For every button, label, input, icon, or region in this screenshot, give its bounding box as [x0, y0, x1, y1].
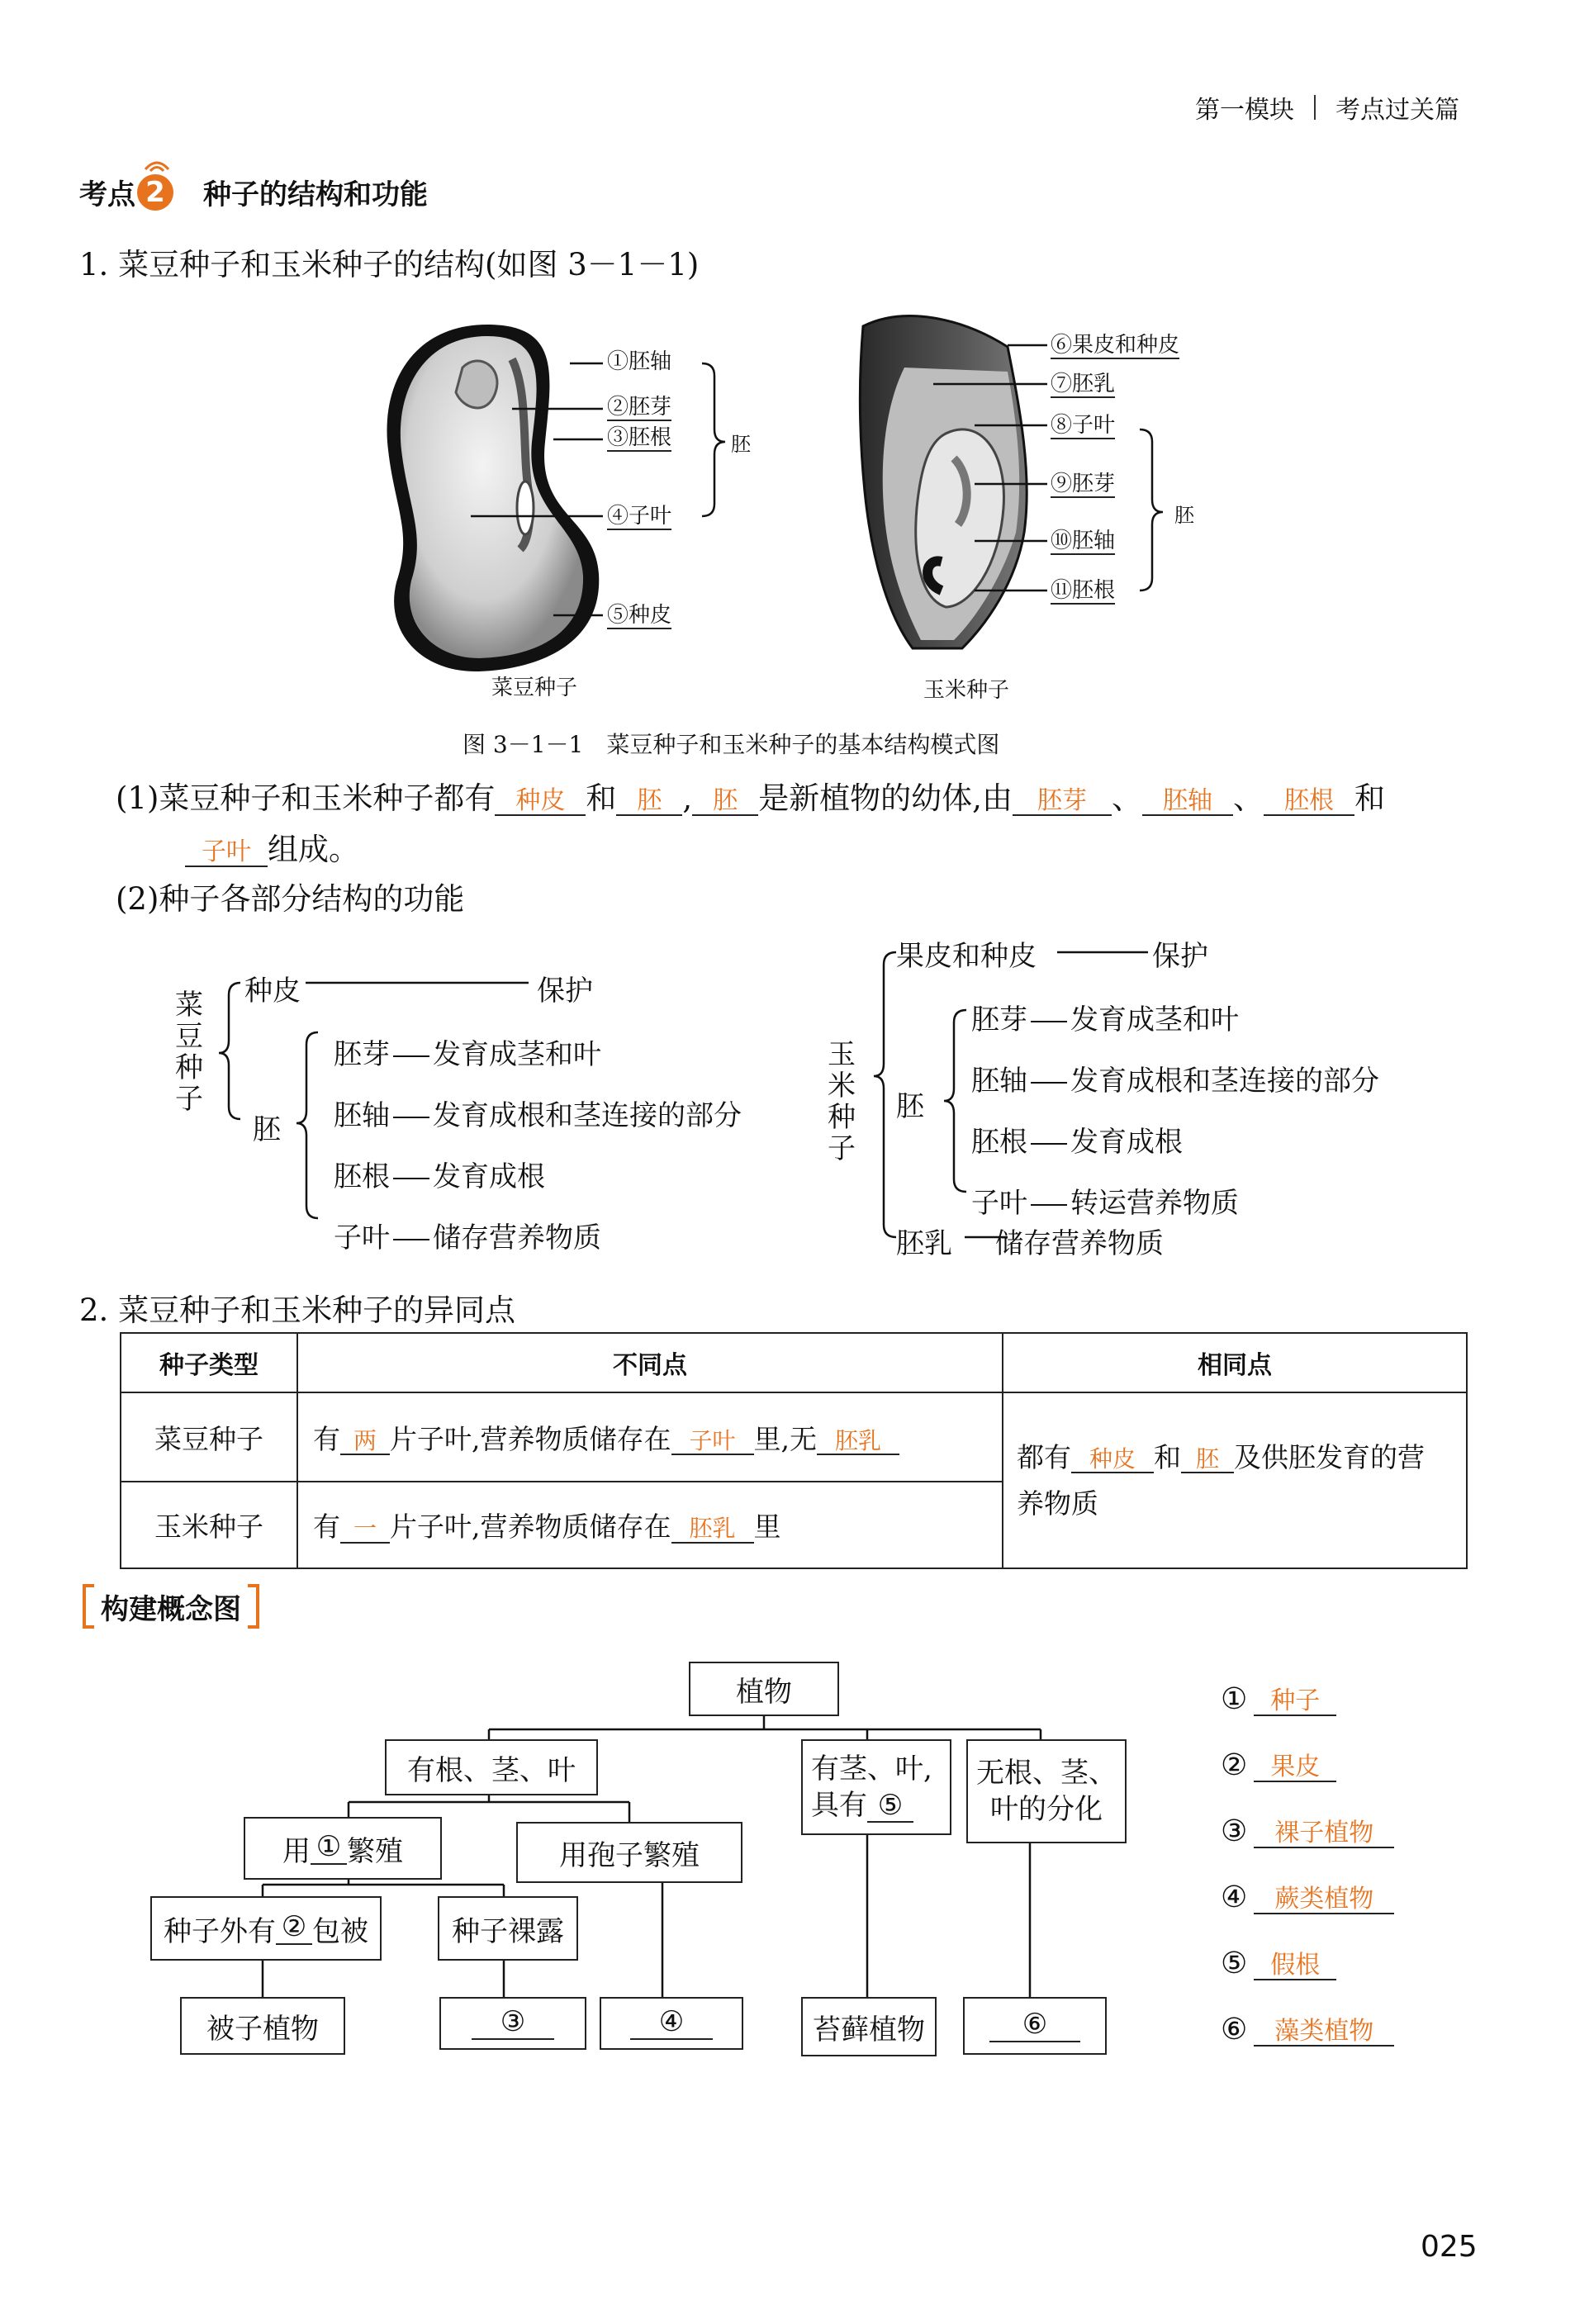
blank-embryo-2: 胚 [692, 787, 758, 816]
q1-paragraph-2-title: (2)种子各部分结构的功能 [116, 881, 465, 917]
concept-answers [1221, 1667, 1394, 2063]
bean-part-row: 胚芽 发育成茎和叶 [334, 1038, 601, 1071]
table-cell: 都有 种皮 和 胚 及供胚发育的营 养物质 [1003, 1392, 1467, 1568]
concept-plant: 植物 [689, 1662, 839, 1716]
bean-label-seedcoat: ⑤种皮 [607, 603, 672, 628]
q2-title: 2. 菜豆种子和玉米种子的异同点 [79, 1292, 516, 1328]
corn-label-cotyledon: ⑧子叶 [1051, 413, 1116, 438]
corn-func-coat-fn: 保护 [1152, 940, 1208, 973]
bean-part-row: 子叶 储存营养物质 [334, 1221, 601, 1254]
corn-label-plumule: ⑨胚芽 [1051, 472, 1116, 496]
corn-part-row: 子叶 转运营养物质 [971, 1187, 1239, 1220]
table-header: 种子类型 [121, 1333, 297, 1392]
table-header: 不同点 [297, 1333, 1003, 1392]
corn-func-embryo: 胚 [896, 1090, 924, 1123]
corn-func-root: 玉米种子 [828, 1038, 856, 1165]
answer-item: ① 种子 [1221, 1667, 1394, 1733]
corn-func-coat: 果皮和种皮 [896, 940, 1037, 973]
concept-angiosperm: 被子植物 [180, 1997, 345, 2055]
bean-label-hypocotyl: ①胚轴 [607, 349, 672, 374]
bean-func-embryo: 胚 [253, 1113, 281, 1146]
table-cell: 菜豆种子 [121, 1392, 297, 1482]
concept-stem-leaf: 有茎、叶, 具有 ⑤ [801, 1739, 951, 1835]
header-module: 第一模块 [1195, 96, 1294, 125]
bean-part-row: 胚根 发育成根 [334, 1160, 545, 1193]
bean-label-radicle: ③胚根 [607, 425, 672, 450]
corn-label-endosperm: ⑦胚乳 [1051, 372, 1116, 396]
concept-seed-reproduction: 用 ① 繁殖 [244, 1817, 442, 1880]
concept-seed-covered: 种子外有 ② 包被 [150, 1896, 382, 1961]
concept-spore-reproduction: 用孢子繁殖 [516, 1822, 742, 1883]
page-number: 025 [1421, 2230, 1478, 2264]
concept-no-differentiation: 无根、茎、 叶的分化 [966, 1739, 1127, 1843]
blank-radicle: 胚根 [1264, 787, 1354, 816]
bean-func-root: 菜豆种子 [175, 989, 203, 1116]
table-cell: 有 一 片子叶,营养物质储存在 胚乳 里 [297, 1482, 1003, 1568]
corn-part-row: 胚芽 发育成茎和叶 [971, 1003, 1239, 1036]
bean-func-seedcoat-fn: 保护 [537, 975, 593, 1008]
answer-item: ③ 裸子植物 [1221, 1799, 1394, 1865]
q1-paragraph-1: (1)菜豆种子和玉米种子都有 种皮 和 胚 , 胚 是新植物的幼体,由 胚芽 、 胚轴 、 胚根 和 子叶 组成。 [116, 780, 1385, 867]
table-cell: 玉米种子 [121, 1482, 297, 1568]
answer-item: ④ 蕨类植物 [1221, 1865, 1394, 1931]
concept-moss: 苔藓植物 [801, 1997, 937, 2056]
topic-title: 种子的结构和功能 [203, 178, 428, 211]
concept-title-text: 构建概念图 [101, 1592, 241, 1626]
table-cell: 有 两 片子叶,营养物质储存在 子叶 里,无 胚乳 [297, 1392, 1003, 1482]
concept-blank-6: ⑥ [963, 1997, 1107, 2055]
answer-item: ⑥ 藻类植物 [1221, 1997, 1394, 2063]
blank-cotyledon: 子叶 [185, 838, 268, 867]
corn-func-endosperm: 胚乳 储存营养物质 [896, 1227, 1164, 1260]
blank-hypocotyl: 胚轴 [1142, 787, 1233, 816]
figure-caption: 图 3－1－1 菜豆种子和玉米种子的基本结构模式图 [463, 731, 1000, 758]
corn-label-hypocotyl: ⑩胚轴 [1051, 529, 1116, 553]
corn-part-row: 胚根 发育成根 [971, 1126, 1183, 1159]
bean-part-row: 胚轴 发育成根和茎连接的部分 [334, 1099, 742, 1132]
bean-embryo-label: 胚 [731, 433, 751, 456]
bean-func-seedcoat: 种皮 [244, 975, 301, 1008]
corn-label-pericarp: ⑥果皮和种皮 [1051, 333, 1180, 358]
concept-seed-naked: 种子裸露 [438, 1896, 578, 1961]
table-header: 相同点 [1003, 1333, 1467, 1392]
topic-prefix: 考点 [79, 178, 135, 211]
blank-embryo-1: 胚 [616, 787, 682, 816]
concept-blank-3: ③ [439, 1997, 586, 2050]
blank-seedcoat: 种皮 [495, 787, 586, 816]
bean-label-plumule: ②胚芽 [607, 395, 672, 420]
bean-seed-name: 菜豆种子 [491, 676, 578, 700]
answer-item: ⑤ 假根 [1221, 1931, 1394, 1997]
corn-part-row: 胚轴 发育成根和茎连接的部分 [971, 1065, 1379, 1098]
concept-root-stem-leaf: 有根、茎、叶 [385, 1739, 598, 1795]
q1-title: 1. 菜豆种子和玉米种子的结构(如图 3－1－1) [79, 247, 700, 282]
topic-number: 2 [145, 175, 165, 209]
corn-embryo-label: 胚 [1174, 504, 1194, 527]
corn-label-radicle: ⑪胚根 [1051, 578, 1116, 603]
bean-label-cotyledon: ④子叶 [607, 504, 672, 529]
answer-item: ② 果皮 [1221, 1733, 1394, 1799]
corn-seed-name: 玉米种子 [923, 678, 1010, 703]
concept-blank-4: ④ [600, 1997, 743, 2050]
blank-plumule: 胚芽 [1013, 787, 1112, 816]
header-section: 考点过关篇 [1335, 96, 1459, 125]
